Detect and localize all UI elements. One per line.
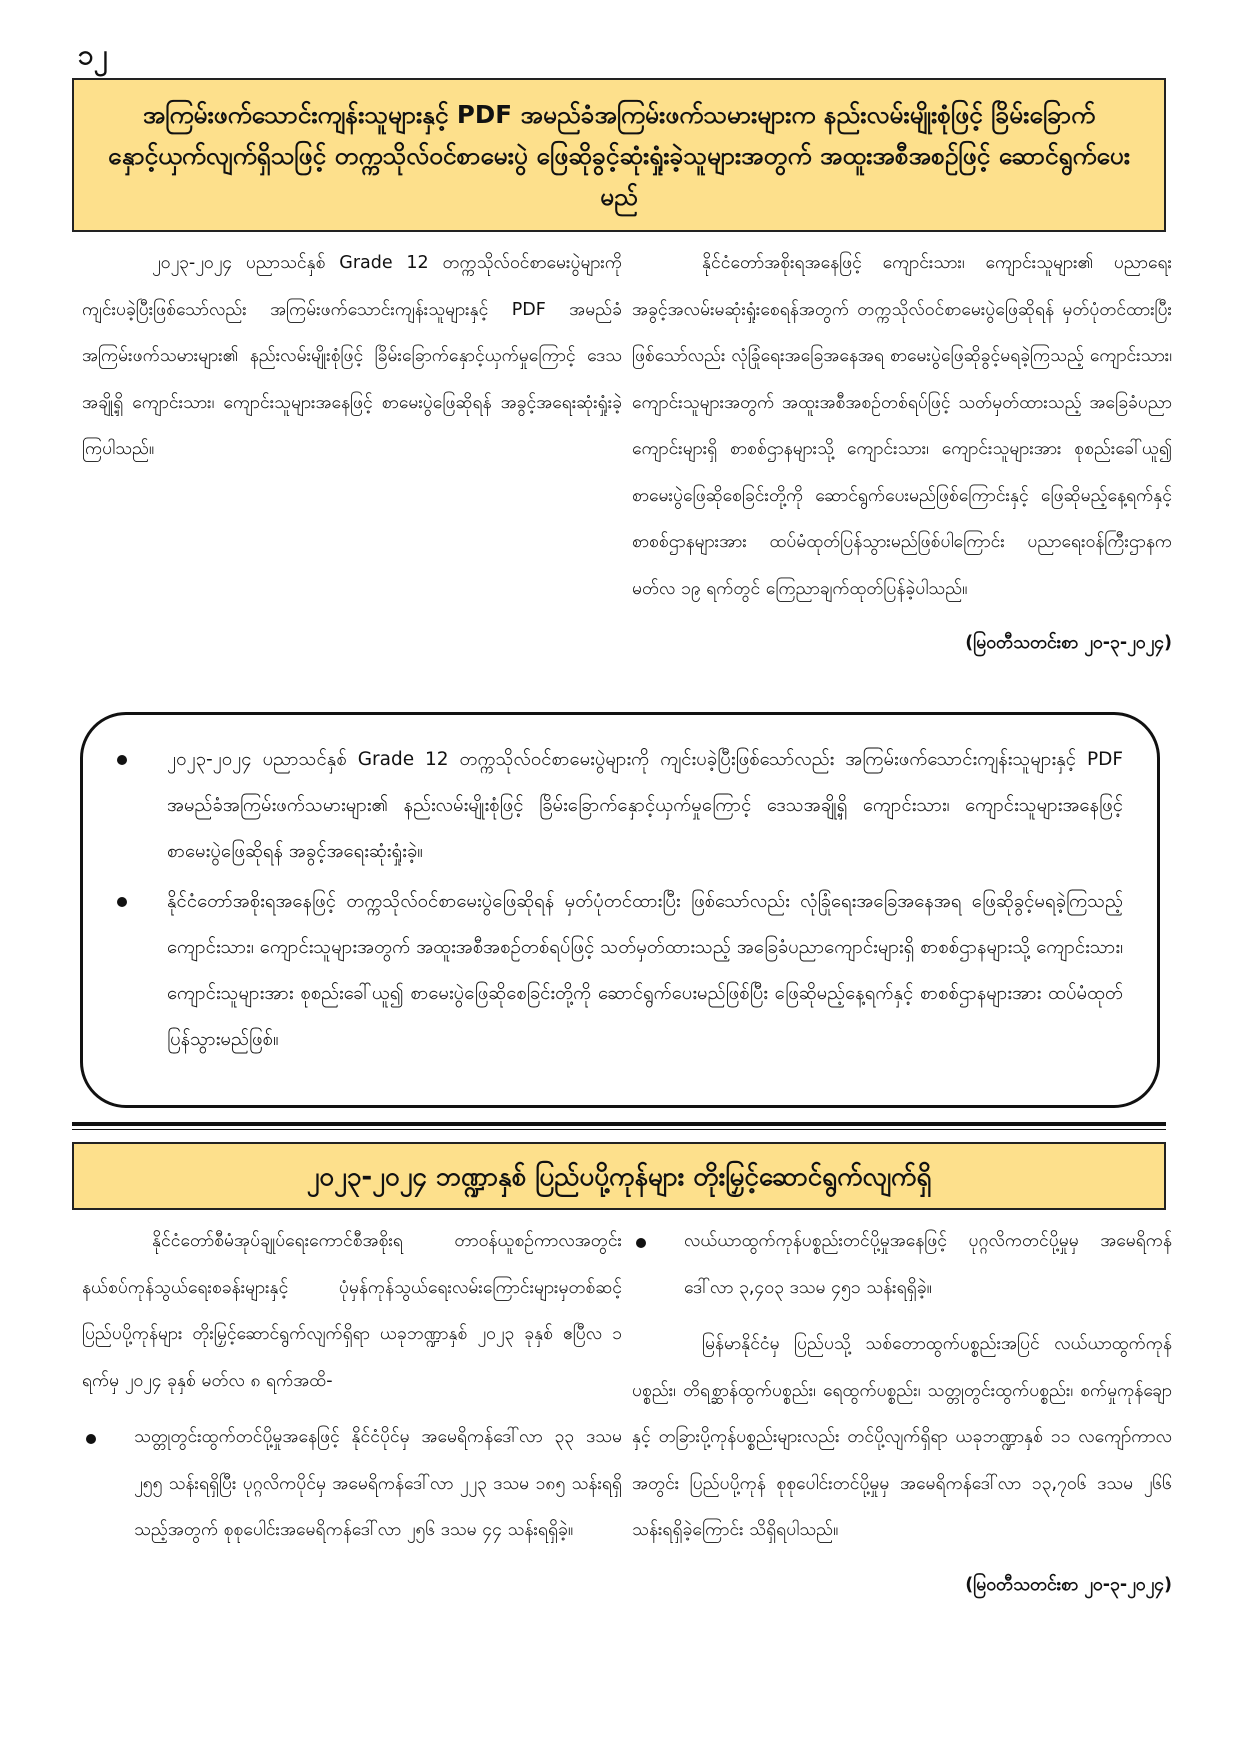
summary-item: [111, 737, 1123, 875]
article2-bullet: [632, 1218, 1172, 1311]
article2-intro: နိုင်ငံတော်စီမံအုပ်ချုပ်ရေးကောင်စီအစိုးရ တာဝန်ယူစဉ်ကာလအတွင်း နယ်စပ်ကုန်သွယ်ရေးစခန်းများနှင့် ပုံမှန်ကုန်သွယ်ရေးလမ်းကြောင်းများမှတစ်ဆင့် ပြည်ပပို့ကုန်များ တိုးမြှင့်ဆောင်ရွက်လျက်ရှိရာ ယခုဘဏ္ဍာနှစ် ၂၀၂၃ ခုနှစ် ဧပြီလ ၁ ရက်မှ ၂၀၂၄ ခုနှစ် မတ်လ ၈ ရက်အထိ-: [82, 1231, 622, 1391]
section-divider-thin: [72, 1129, 1166, 1130]
bullet-icon: [117, 897, 127, 907]
summary-item-text: ၂၀၂၃-၂၀၂၄ ပညာသင်နှစ် Grade 12 တက္ကသိုလ်ဝင်စာမေးပွဲများကို ကျင်းပခဲ့ပြီးဖြစ်သော်လည်း အကြမ်းဖက်သောင်းကျန်းသူများနှင့် PDF အမည်ခံအကြမ်းဖက်သမားများ၏ နည်းလမ်းမျိုးစုံဖြင့် ခြိမ်းခြောက်နှောင့်ယှက်မှုကြောင့် ဒေသအချို့ရှိ ကျောင်းသား၊ ကျောင်းသူများအနေဖြင့် စာမေးပွဲဖြေဆိုရန် အခွင့်အရေးဆုံးရှုံးခဲ့။: [167, 749, 1123, 862]
page-number: ၁၂: [78, 38, 108, 71]
headline-education: [72, 78, 1166, 232]
article2-bullet-text: သတ္တုတွင်းထွက်တင်ပို့မှုအနေဖြင့် နိုင်ငံပိုင်မှ အမေရိကန်ဒေါ်လာ ၃၃ ဒသမ ၂၅၅ သန်းရရှိပြီး ပုဂ္ဂလိကပိုင်မှ အမေရိကန်ဒေါ်လာ ၂၂၃ ဒသမ ၁၈၅ သန်းရရှိသည့်အတွက် စုစုပေါင်းအမေရိကန်ဒေါ်လာ ၂၅၆ ဒသမ ၄၄ သန်းရရှိခဲ့။: [134, 1427, 622, 1540]
article1-column-right: [632, 240, 1172, 667]
article2-bullet: [82, 1414, 622, 1554]
headline-exports-text: ၂၀၂၃-၂၀၂၄ ဘဏ္ဍာနှစ် ပြည်ပပို့ကုန်များ တိုးမြှင့်ဆောင်ရွက်လျက်ရှိ: [306, 1162, 932, 1192]
article2-bullet-text: လယ်ယာထွက်ကုန်ပစ္စည်းတင်ပို့မှုအနေဖြင့် ပုဂ္ဂလိကတင်ပို့မှုမှ အမေရိကန် ဒေါ်လာ ၃,၄၀၃ ဒသမ ၄၅၁ သန်းရရှိခဲ့။: [684, 1231, 1172, 1298]
article2-bullets-left: [82, 1414, 622, 1554]
summary-item-text: နိုင်ငံတော်အစိုးရအနေဖြင့် တက္ကသိုလ်ဝင်စာမေးပွဲဖြေဆိုရန် မှတ်ပုံတင်ထားပြီး ဖြစ်သော်လည်း လုံခြုံရေးအခြေအနေအရ ဖြေဆိုခွင့်မရခဲ့ကြသည့် ကျောင်းသား၊ ကျောင်းသူများအတွက် အထူးအစီအစဉ်တစ်ရပ်ဖြင့် သတ်မှတ်ထားသည့် အခြေခံပညာကျောင်းများရှိ စာစစ်ဌာနများသို့ ကျောင်းသား၊ ကျောင်းသူများအား စုစည်းခေါ်ယူ၍ စာမေးပွဲဖြေဆိုစေခြင်းတို့ကို ဆောင်ရွက်ပေးမည်ဖြစ်ပြီး ဖြေဆိုမည့်နေ့ရက်နှင့် စာစစ်ဌာနများအား ထပ်မံထုတ်ပြန်သွားမည်ဖြစ်။: [167, 891, 1123, 1050]
bullet-icon: [117, 755, 127, 765]
bullet-icon: [86, 1434, 96, 1444]
summary-item: [111, 879, 1123, 1063]
article1-source: (မြဝတီသတင်းစာ ၂၀-၃-၂၀၂၄): [965, 633, 1172, 653]
article2-paragraph: မြန်မာနိုင်ငံမှ ပြည်ပသို့ သစ်တောထွက်ပစ္စည်းအပြင် လယ်ယာထွက်ကုန်ပစ္စည်း၊ တိရစ္ဆာန်ထွက်ပစ္စည်း၊ ရေထွက်ပစ္စည်း၊ သတ္တုတွင်းထွက်ပစ္စည်း၊ စက်မှုကုန်ချောနှင့် တခြားပို့ကုန်ပစ္စည်းများလည်း တင်ပို့လျက်ရှိရာ ယခုဘဏ္ဍာနှစ် ၁၁ လကျော်ကာလအတွင်း ပြည်ပပို့ကုန် စုစုပေါင်းတင်ပို့မှုမှ အမေရိကန်ဒေါ်လာ ၁၃,၇၀၆ ဒသမ ၂၆၆ သန်းရရှိခဲ့ကြောင်း သိရှိရပါသည်။: [632, 1334, 1172, 1540]
article2-column-right: [632, 1218, 1172, 1608]
article1-paragraph-1: ၂၀၂၃-၂၀၂၄ ပညာသင်နှစ် Grade 12 တက္ကသိုလ်ဝင်စာမေးပွဲများကို ကျင်းပခဲ့ပြီးဖြစ်သော်လည်း အကြမ်းဖက်သောင်းကျန်းသူများနှင့် PDF အမည်ခံအကြမ်းဖက်သမားများ၏ နည်းလမ်းမျိုးစုံဖြင့် ခြိမ်းခြောက်နှောင့်ယှက်မှုကြောင့် ဒေသအချို့ရှိ ကျောင်းသား၊ ကျောင်းသူများအနေဖြင့် စာမေးပွဲဖြေဆိုရန် အခွင့်အရေးဆုံးရှုံးခဲ့ကြပါသည်။: [82, 253, 622, 459]
article1-column-left: [82, 240, 622, 473]
headline-exports: [72, 1142, 1166, 1210]
headline-education-text: အကြမ်းဖက်သောင်းကျန်းသူများနှင့် PDF အမည်ခံအကြမ်းဖက်သမားများက နည်းလမ်းမျိုးစုံဖြင့် ခြိမ်းခြောက်နှောင့်ယှက်လျက်ရှိသဖြင့် တက္ကသိုလ်ဝင်စာမေးပွဲ ဖြေဆိုခွင့်ဆုံးရှုံးခဲ့သူများအတွက် အထူးအစီအစဉ်ဖြင့် ဆောင်ရွက်ပေးမည်: [108, 100, 1130, 211]
summary-list: [111, 737, 1123, 1063]
article2-bullets-right: [632, 1218, 1172, 1311]
article1-paragraph-2: နိုင်ငံတော်အစိုးရအနေဖြင့် ကျောင်းသား၊ ကျောင်းသူများ၏ ပညာရေးအခွင့်အလမ်းမဆုံးရှုံးစေရန်အတွက် တက္ကသိုလ်ဝင်စာမေးပွဲဖြေဆိုရန် မှတ်ပုံတင်ထားပြီး ဖြစ်သော်လည်း လုံခြုံရေးအခြေအနေအရ စာမေးပွဲဖြေဆိုခွင့်မရခဲ့ကြသည့် ကျောင်းသား၊ ကျောင်းသူများအတွက် အထူးအစီအစဉ်တစ်ရပ်ဖြင့် သတ်မှတ်ထားသည့် အခြေခံပညာကျောင်းများရှိ စာစစ်ဌာနများသို့ ကျောင်းသား၊ ကျောင်းသူများအား စုစည်းခေါ်ယူ၍ စာမေးပွဲဖြေဆိုစေခြင်းတို့ကို ဆောင်ရွက်ပေးမည်ဖြစ်ကြောင်းနှင့် ဖြေဆိုမည့်နေ့ရက်နှင့် စာစစ်ဌာနများအား ထပ်မံထုတ်ပြန်သွားမည်ဖြစ်ပါကြောင်း ပညာရေးဝန်ကြီးဌာနက မတ်လ ၁၉ ရက်တွင် ကြေညာချက်ထုတ်ပြန်ခဲ့ပါသည်။: [632, 253, 1172, 599]
bullet-icon: [636, 1238, 646, 1248]
article2-source: (မြဝတီသတင်းစာ ၂၀-၃-၂၀၂၄): [965, 1574, 1172, 1595]
section-divider: [72, 1122, 1166, 1126]
summary-box: [80, 712, 1160, 1108]
article2-column-left: [82, 1218, 622, 1564]
